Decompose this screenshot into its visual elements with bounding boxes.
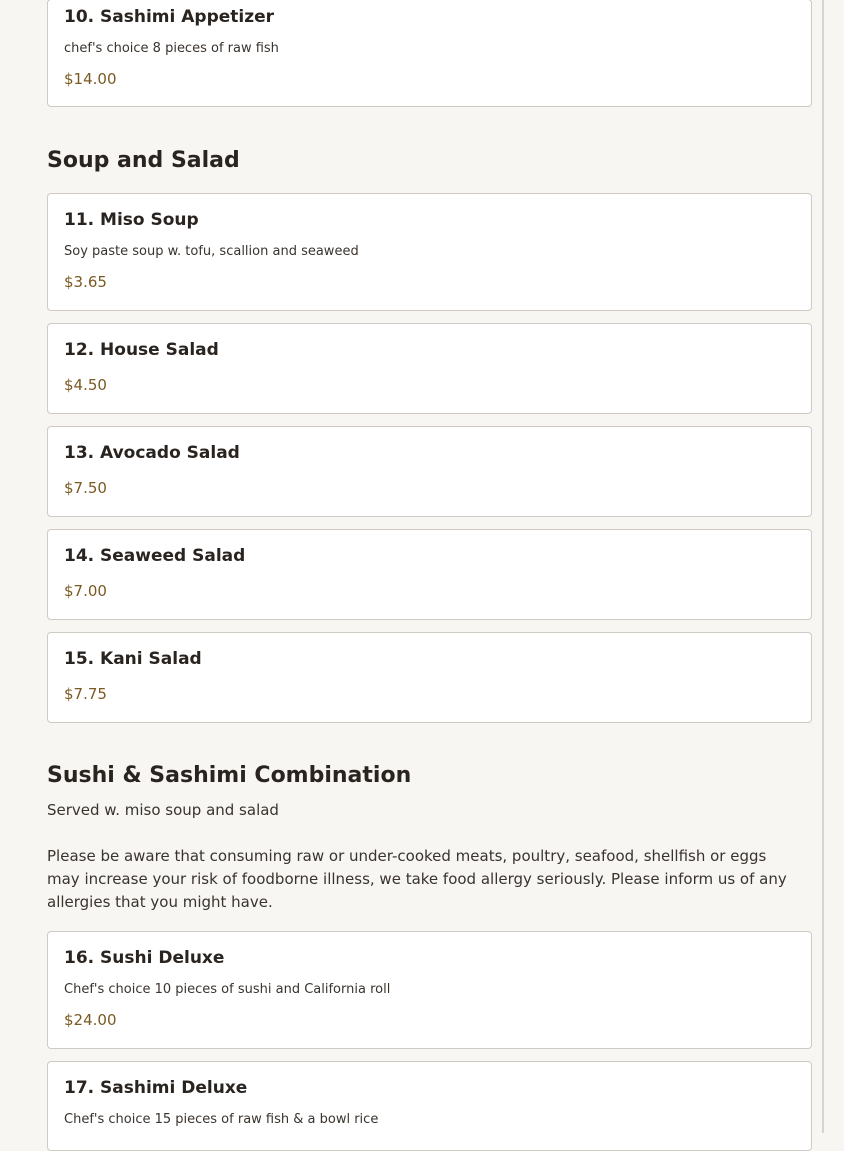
item-title: 17. Sashimi Deluxe <box>64 1078 248 1098</box>
menu-item-card[interactable] <box>47 426 812 517</box>
section-title: Soup and Salad <box>47 148 240 173</box>
item-title: 11. Miso Soup <box>64 210 199 230</box>
item-price: $3.65 <box>64 273 107 291</box>
item-title: 13. Avocado Salad <box>64 443 240 463</box>
menu-item-card[interactable] <box>47 0 812 107</box>
menu-item-card[interactable] <box>47 1061 812 1151</box>
scrollbar-track[interactable] <box>822 0 824 1133</box>
item-price: $7.50 <box>64 479 107 497</box>
item-price: $7.00 <box>64 582 107 600</box>
item-title: 15. Kani Salad <box>64 649 202 669</box>
allergy-notice: Please be aware that consuming raw or under-cooked meats, poultry, seafood, shellfish or eggs may increase your risk of foodborne illness, we take food allergy seriously. Please inform us of any allergies that you might have. <box>47 847 787 911</box>
item-description: Chef's choice 15 pieces of raw fish & a bowl rice <box>64 1112 379 1127</box>
menu-content <box>47 0 812 1127</box>
section-subtitle: Served w. miso soup and salad <box>47 801 279 819</box>
item-description: Soy paste soup w. tofu, scallion and seaweed <box>64 244 359 259</box>
menu-item-card[interactable] <box>47 632 812 723</box>
item-price: $7.75 <box>64 685 107 703</box>
menu-item-card[interactable] <box>47 931 812 1049</box>
item-price: $14.00 <box>64 70 117 88</box>
item-description: Chef's choice 10 pieces of sushi and California roll <box>64 982 391 997</box>
item-description: chef's choice 8 pieces of raw fish <box>64 41 279 56</box>
menu-item-card[interactable] <box>47 193 812 311</box>
item-price: $24.00 <box>64 1011 117 1029</box>
item-price: $4.50 <box>64 376 107 394</box>
section-title: Sushi & Sashimi Combination <box>47 763 412 788</box>
item-title: 14. Seaweed Salad <box>64 546 246 566</box>
menu-item-card[interactable] <box>47 323 812 414</box>
menu-item-card[interactable] <box>47 529 812 620</box>
item-title: 12. House Salad <box>64 340 219 360</box>
item-title: 10. Sashimi Appetizer <box>64 7 275 27</box>
item-title: 16. Sushi Deluxe <box>64 948 225 968</box>
